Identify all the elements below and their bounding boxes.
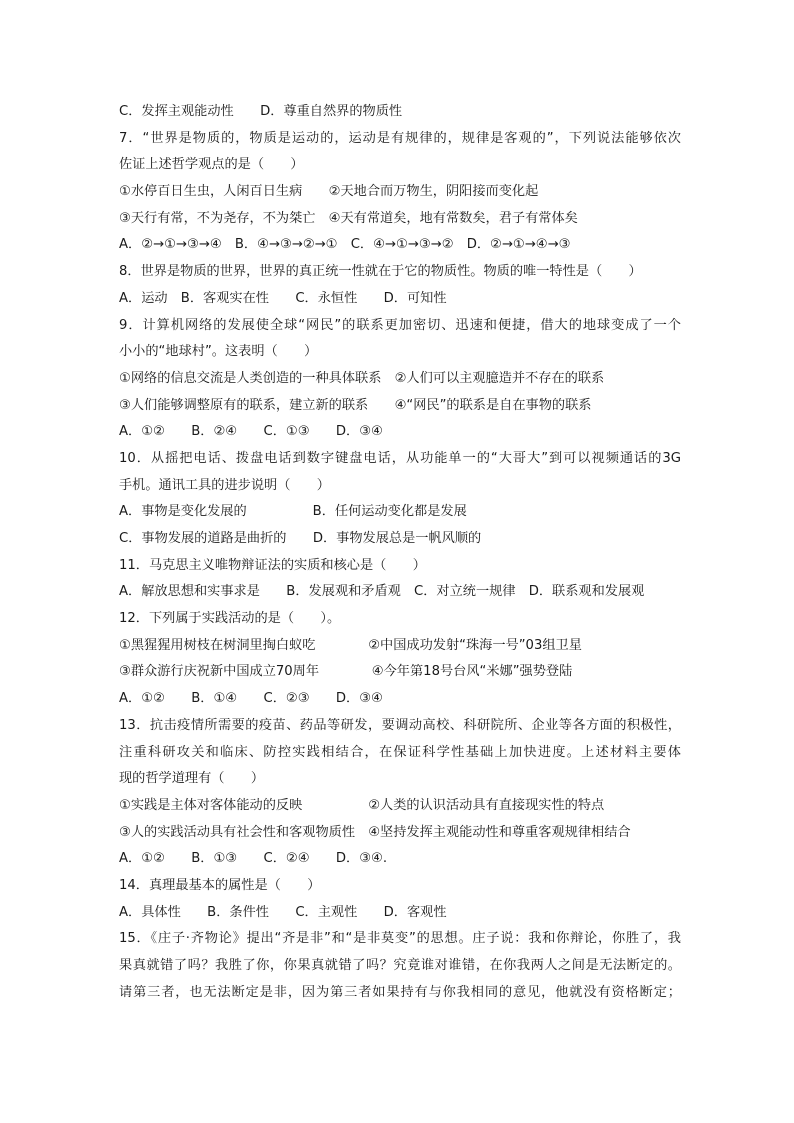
question-14-stem: 14．真理最基本的属性是（ ） xyxy=(119,877,321,893)
option-line: C．发挥主观能动性 D．尊重自然界的物质性 xyxy=(119,104,403,119)
question-8-stem: 8．世界是物质的世界，世界的真正统一性就在于它的物质性。物质的唯一特性是（ ） xyxy=(119,264,642,280)
statement-line: ①网络的信息交流是人类创造的一种具体联系 ②人们可以主观臆造并不存在的联系 xyxy=(119,370,605,386)
option-line: A．解放思想和实事求是 B．发展观和矛盾观 C．对立统一规律 D．联系观和发展观 xyxy=(119,584,645,600)
option-line: A．②→①→③→④ B．④→③→②→① C．④→①→③→② D．②→①→④→③ xyxy=(119,237,571,253)
question-13-stem: 13．抗击疫情所需要的疫苗、药品等研发，要调动高校、科研院所、企业等各方面的积极性， xyxy=(119,717,681,733)
option-line: A．①② B．①④ C．②③ D．③④ xyxy=(119,691,383,707)
statement-line: ③群众游行庆祝新中国成立70周年 ④今年第18号台风“米娜”强势登陆 xyxy=(119,664,573,680)
question-11-stem: 11．马克思主义唯物辩证法的实质和核心是（ ） xyxy=(119,557,426,573)
statement-line: ③天行有常，不为尧存，不为桀亡 ④天有常道矣，地有常数矣，君子有常体矣 xyxy=(119,210,578,226)
question-15-stem-cont: 果真就错了吗？我胜了你，你果真就错了吗？究竟谁对谁错，在你我两人之间是无法断定的。 xyxy=(119,958,681,973)
question-13-stem-cont: 注重科研攻关和临床、防控实践相结合，在保证科学性基础上加快进度。上述材料主要体 xyxy=(119,744,681,760)
question-9-stem-cont: 小小的“地球村”。这表明（ ） xyxy=(119,344,318,360)
option-line: A．事物是变化发展的 B．任何运动变化都是发展 xyxy=(119,504,467,520)
option-line: C．事物发展的道路是曲折的 D．事物发展总是一帆风顺的 xyxy=(119,531,482,546)
statement-line: ①黑猩猩用树枝在树洞里掏白蚁吃 ②中国成功发射“珠海一号”03组卫星 xyxy=(119,637,582,653)
statement-line: ③人的实践活动具有社会性和客观物质性 ④坚持发挥主观能动性和尊重客观规律相结合 xyxy=(119,824,631,840)
option-line: A．①② B．①③ C．②④ D．③④. xyxy=(119,851,388,867)
option-line: A．运动 B．客观实在性 C．永恒性 D．可知性 xyxy=(119,290,447,306)
question-7-stem-cont: 佐证上述哲学观点的是（ ） xyxy=(119,157,304,173)
question-10-stem: 10．从摇把电话、拨盘电话到数字键盘电话，从功能单一的“大哥大”到可以视频通话的3G xyxy=(119,450,681,466)
question-12-stem: 12．下列属于实践活动的是（ ）。 xyxy=(119,611,341,627)
statement-line: ①实践是主体对客体能动的反映 ②人类的认识活动具有直接现实性的特点 xyxy=(119,797,605,813)
option-line: A．具体性 B．条件性 C．主观性 D．客观性 xyxy=(119,904,447,920)
question-10-stem-cont: 手机。通讯工具的进步说明（ ） xyxy=(119,477,330,493)
statement-line: ③人们能够调整原有的联系，建立新的联系 ④“网民”的联系是自在事物的联系 xyxy=(119,397,592,413)
question-7-stem: 7．“世界是物质的，物质是运动的，运动是有规律的，规律是客观的”，下列说法能够依次 xyxy=(119,130,681,146)
question-13-stem-cont: 现的哲学道理有（ ） xyxy=(119,771,265,787)
question-9-stem: 9．计算机网络的发展使全球“网民”的联系更加密切、迅速和便捷，借大的地球变成了一个 xyxy=(119,317,681,333)
option-line: A．①② B．②④ C．①③ D．③④ xyxy=(119,424,383,440)
document-page xyxy=(119,99,681,1006)
question-15-stem-cont: 请第三者，也无法断定是非，因为第三者如果持有与你我相同的意见，他就没有资格断定； xyxy=(119,984,681,1000)
question-15-stem: 15．《庄子·齐物论》提出“齐是非”和“是非莫变”的思想。庄子说：我和你辩论，你胜了，我 xyxy=(119,931,681,947)
statement-line: ①水停百日生虫，人闲百日生病 ②天地合而万物生，阴阳接而变化起 xyxy=(119,184,539,200)
